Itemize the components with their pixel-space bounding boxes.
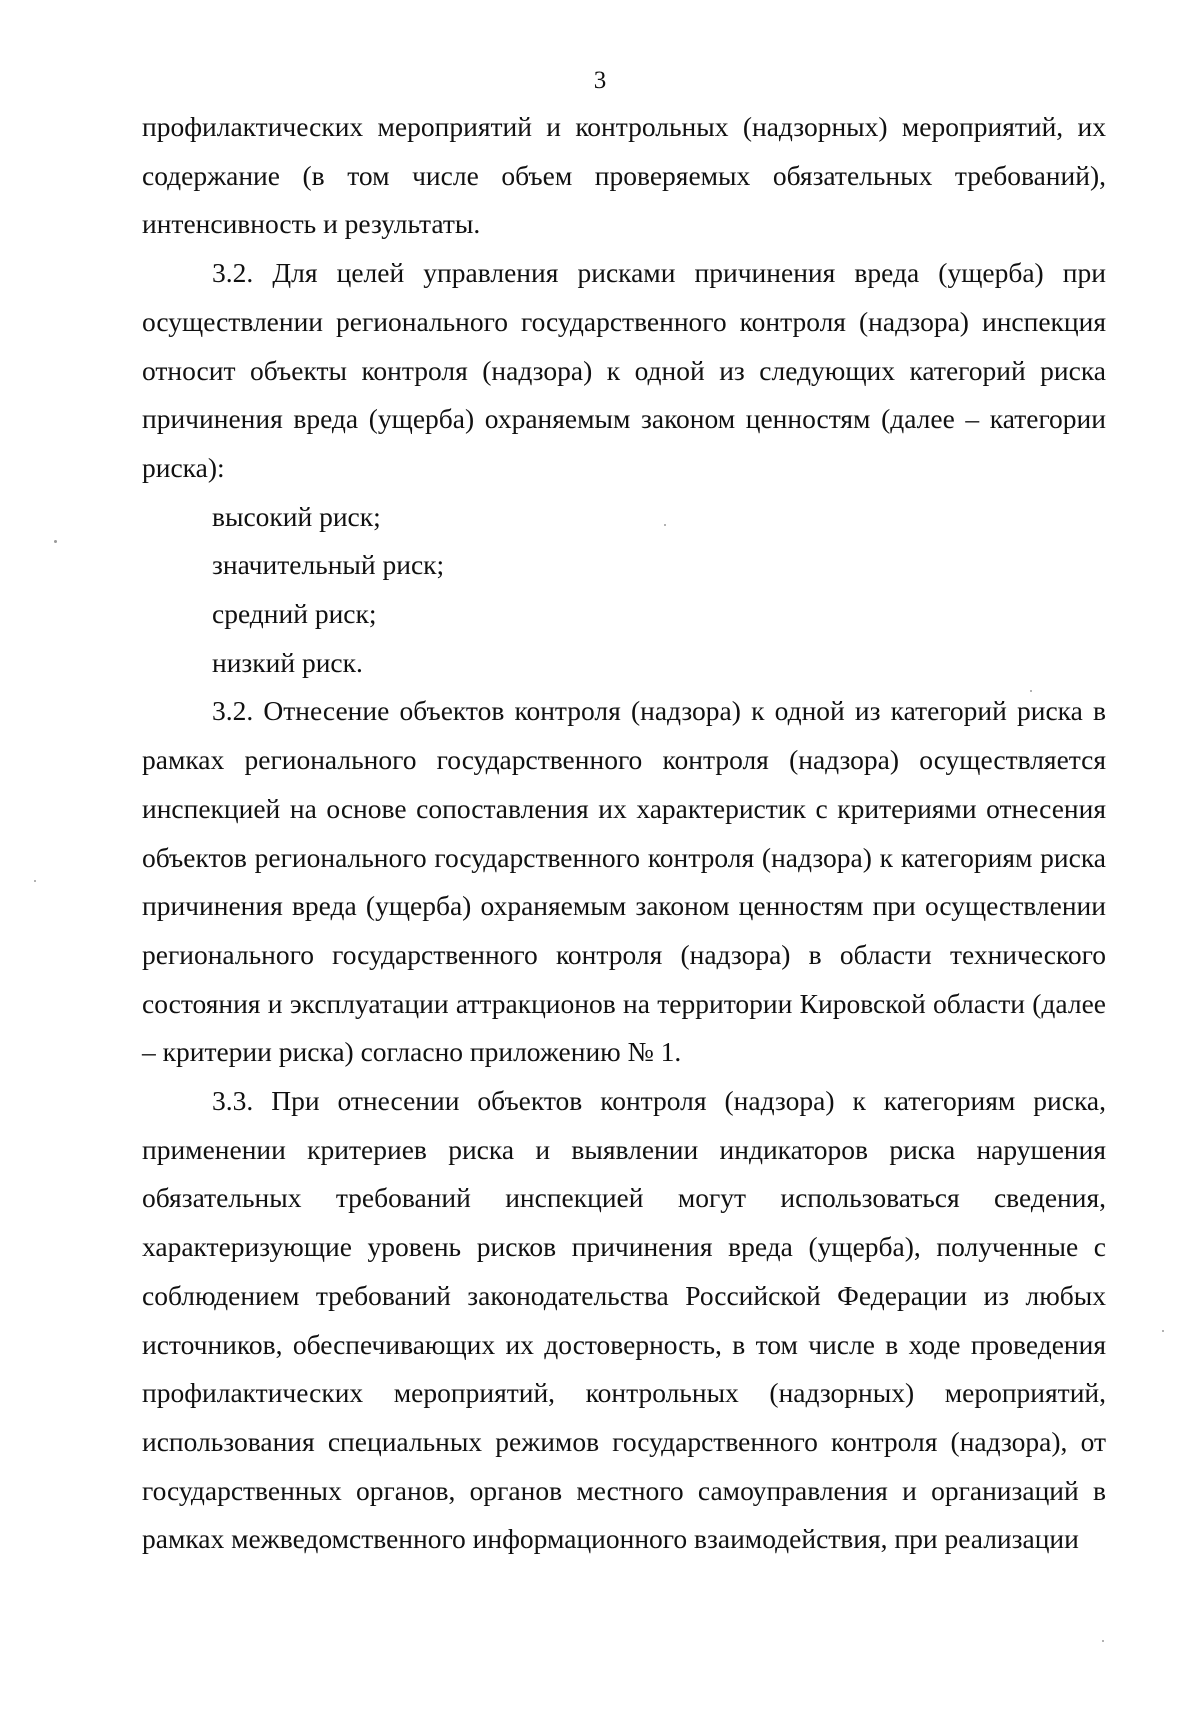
scan-speck [1030,690,1032,692]
paragraph-continuation: профилактических мероприятий и контрольных (надзорных) мероприятий, их содержание (в том числе объем проверяемых обязательных требований), интенсивность и результаты. [142,111,1106,240]
risk-category-item: средний риск; [212,598,377,630]
page-number: 3 [593,67,607,94]
scan-speck [664,524,666,526]
paragraph-3-2-assignment: 3.2. Отнесение объектов контроля (надзора) к одной из категорий риска в рамках регионального государственного контроля (надзора) осуществляется инспекцией на основе сопоставления их характеристик с критериями отнесения объектов регионального государственного контроля (надзора) к категориям риска причинения вреда (ущерба) охраняемым законом ценностям при осуществлении регионального государственного контроля (надзора) в области технического состояния и эксплуатации аттракционов на территории Кировской области (далее – критерии риска) согласно приложению № 1. [142,695,1106,1068]
paragraph-3-3: 3.3. При отнесении объектов контроля (надзора) к категориям риска, применении критериев риска и выявлении индикаторов риска нарушения обязательных требований инспекцией могут использоваться сведения, характеризующие уровень рисков причинения вреда (ущерба), полученные с соблюдением требований законодательства Российской Федерации из любых источников, обеспечивающих их достоверность, в том числе в ходе проведения профилактических мероприятий, контрольных (надзорных) мероприятий, использования специальных режимов государственного контроля (надзора), от государственных органов, органов местного самоуправления и организаций в рамках межведомственного информационного взаимодействия, при реализации [142,1085,1106,1555]
risk-category-list [142,493,1106,688]
scan-speck [1102,1640,1104,1642]
paragraph-3-2-risk-categories: 3.2. Для целей управления рисками причинения вреда (ущерба) при осуществлении регионального государственного контроля (надзора) инспекция относит объекты контроля (надзора) к одной из следующих категорий риска причинения вреда (ущерба) охраняемым законом ценностям (далее – категории риска): [142,257,1106,483]
scan-speck [34,880,36,882]
risk-category-item: высокий риск; [212,500,381,532]
document-body [142,103,1106,1564]
risk-category-item: низкий риск. [212,646,363,678]
risk-category-item: значительный риск; [212,549,445,581]
scan-speck [54,540,57,543]
scan-speck [1162,1330,1164,1332]
